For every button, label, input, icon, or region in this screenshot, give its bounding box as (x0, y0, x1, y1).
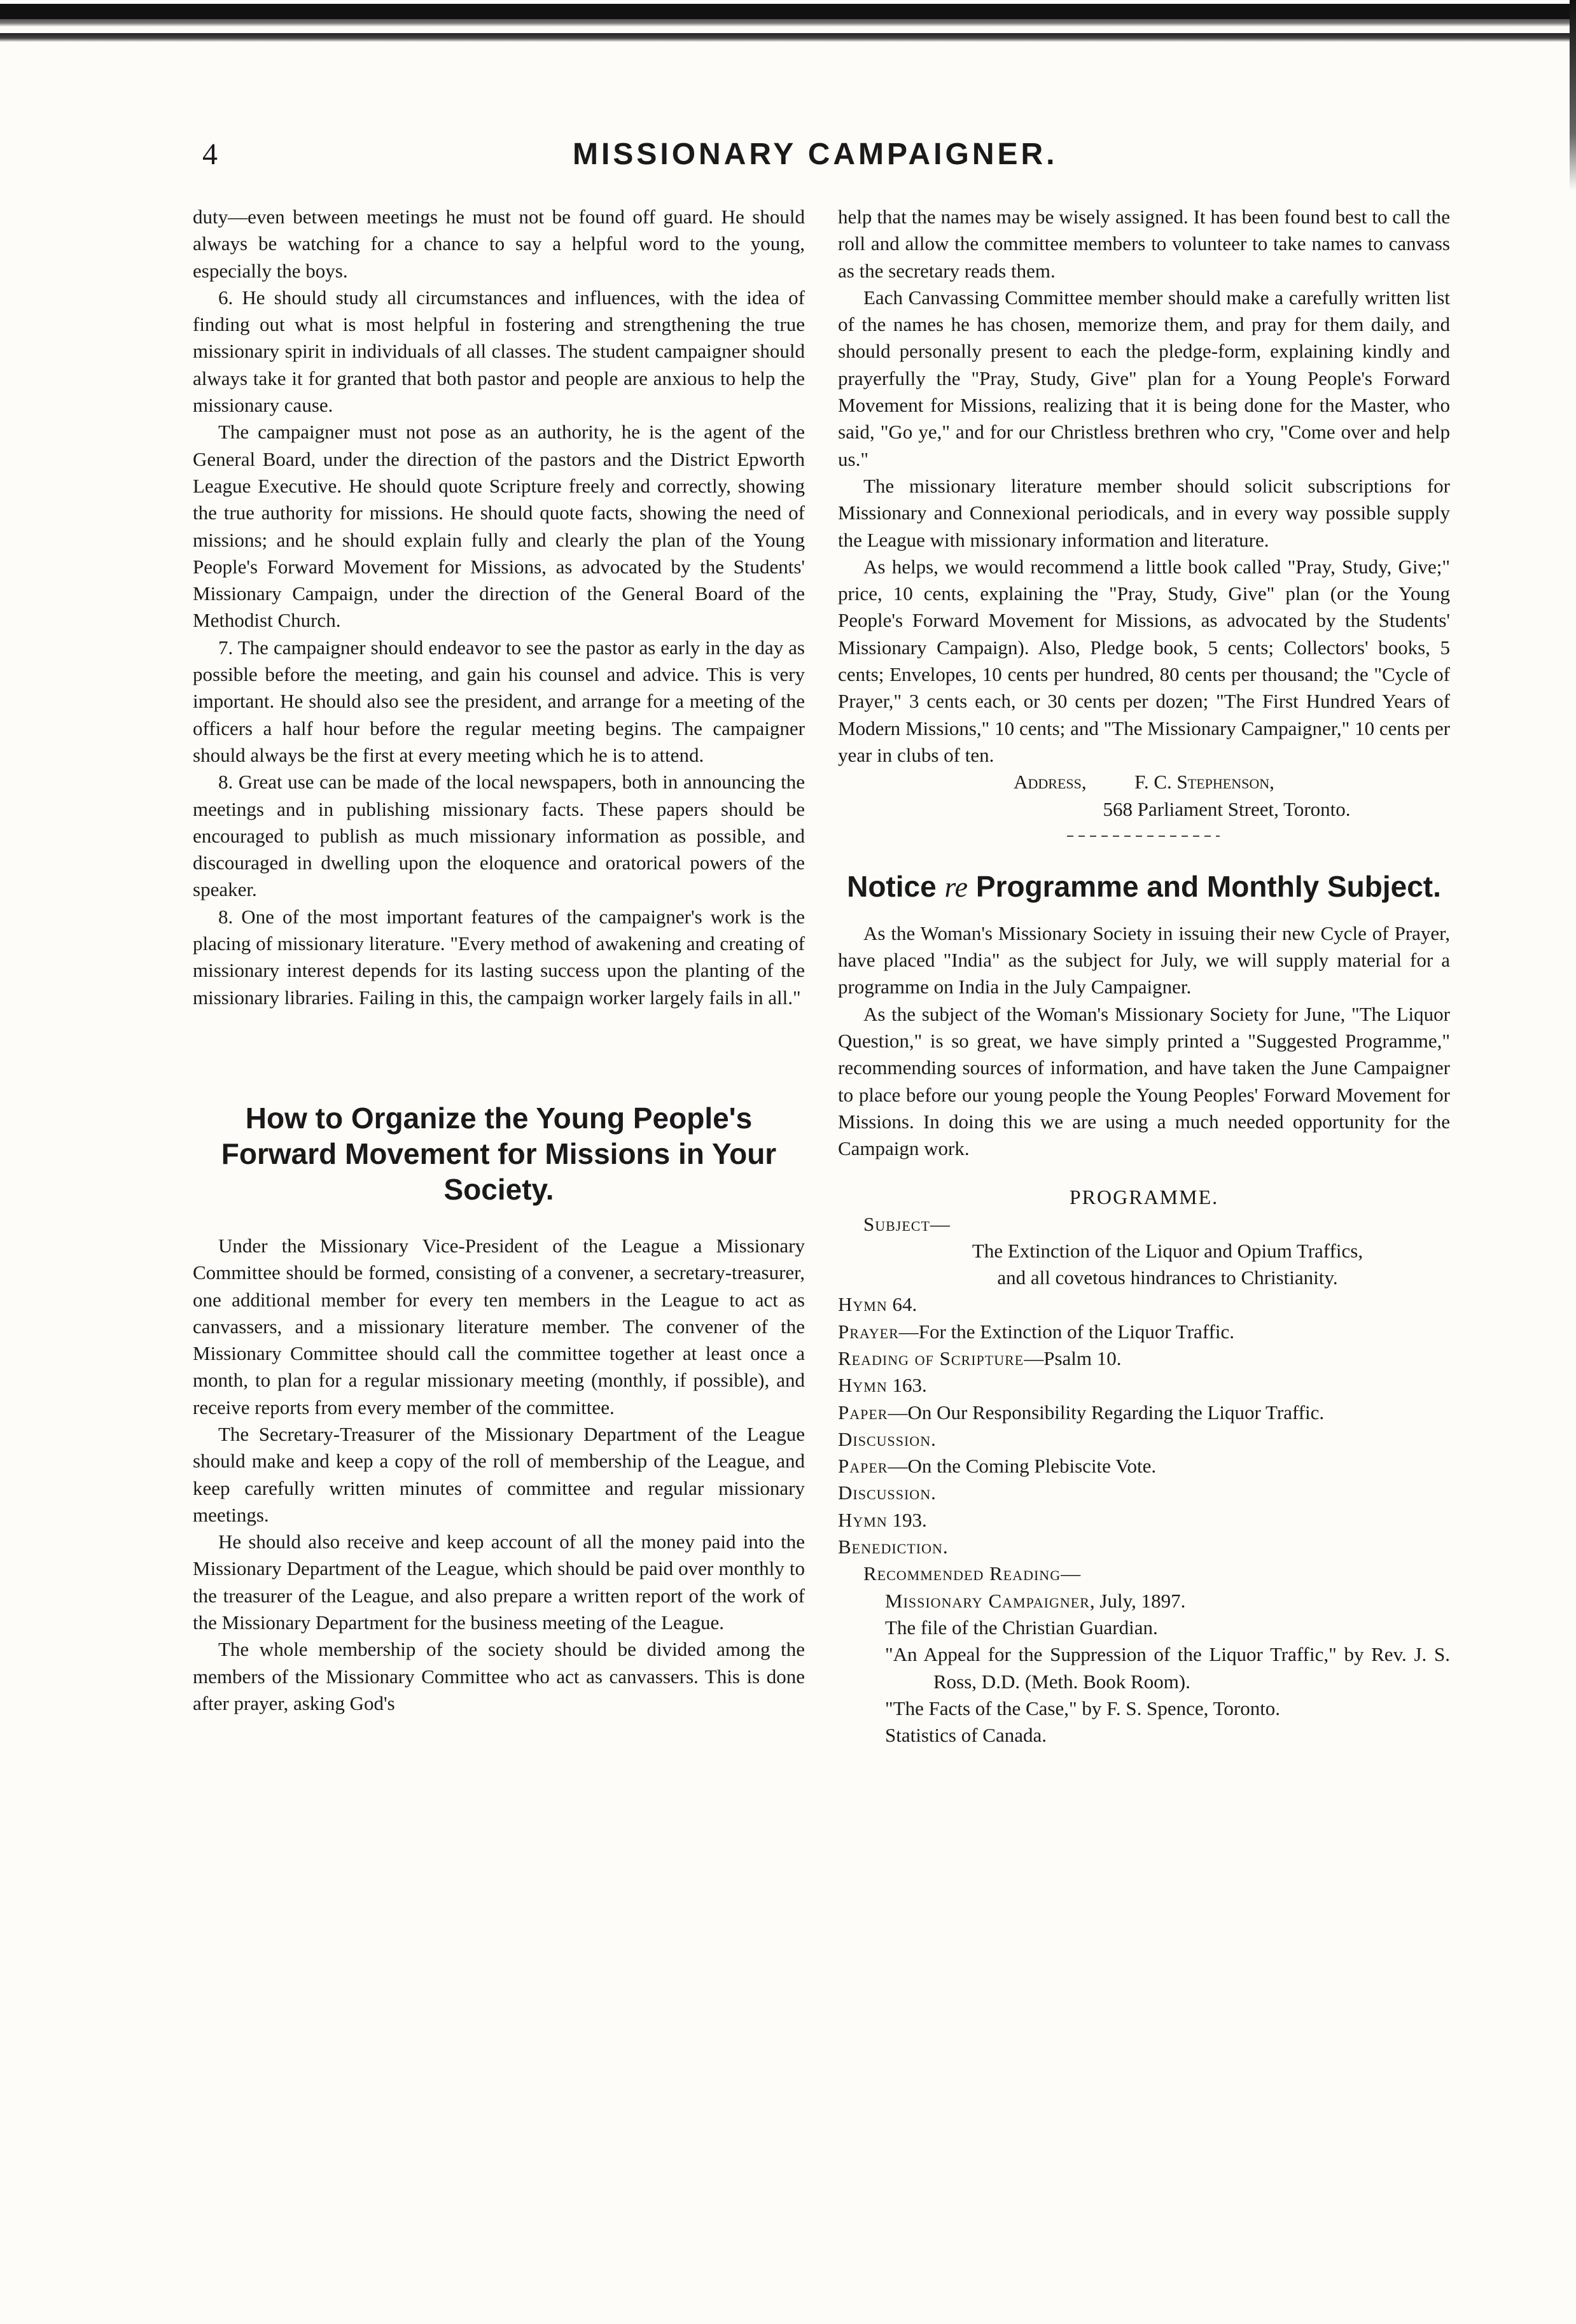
section-separator (838, 823, 1450, 850)
reading-item: "An Appeal for the Suppression of the Liquor Traffic," by Rev. J. S. Ross, D.D. (Meth. Book Room). (885, 1643, 1450, 1693)
left-column (193, 204, 805, 1717)
programme-title: PROGRAMME. (1069, 1185, 1219, 1208)
paragraph: As the Woman's Missionary Society in issuing their new Cycle of Prayer, have placed "India" as the subject for July, we will supply material for a programme on India in the July Campaigner. (838, 921, 1450, 998)
page-number: 4 (202, 137, 218, 171)
paragraph: duty—even between meetings he must not be found off guard. He should always be watching for a chance to say a helpful word to the young, especially the boys. (193, 206, 805, 282)
programme-subject-label: Subject— (863, 1212, 951, 1235)
address-line (838, 769, 1450, 795)
reading-item: The file of the Christian Guardian. (885, 1616, 1158, 1639)
paragraph: He should also receive and keep account of all the money paid into the Missionary Department of the League, which should be paid over monthly to the treasurer of the League, and also prepare a written report of the work of the Missionary Department for the business meeting of the League. (193, 1530, 805, 1634)
notice-heading (838, 869, 1450, 905)
scan-top-border (0, 0, 1576, 45)
address-name: F. C. Stephenson, (1134, 771, 1274, 794)
running-title: MISSIONARY CAMPAIGNER. (573, 137, 1058, 171)
programme-item: Paper—On the Coming Plebiscite Vote. (838, 1455, 1157, 1478)
reading-item: Missionary Campaigner, July, 1897. (885, 1589, 1186, 1612)
programme-item: Benediction. (838, 1536, 949, 1558)
notice-heading-rc: re (944, 870, 968, 903)
paragraph: As the subject of the Woman's Missionary Society for June, "The Liquor Question," is so great, we have simply printed a "Suggested Programme," recommending sources of information, and have taken the June Campaigner to place before our young people the Young Peoples' Forward Movement for Missions. In doing this we are using a much needed opportunity for the Campaign work. (838, 1002, 1450, 1160)
programme-subject-text: The Extinction of the Liquor and Opium Traffics, (972, 1239, 1363, 1262)
paragraph: As helps, we would recommend a little book called "Pray, Study, Give;" price, 10 cents, explaining the "Pray, Study, Give" plan (or the Young People's Forward Movement for Missions, as advocated by the Students' Missionary Campaign). Also, Pledge book, 5 cents; Collectors' books, 5 cents; Envelopes, 10 cents per hundred, 80 cents per thousand; the "Cycle of Prayer," 3 cents each, or 30 cents per dozen; "The First Hundred Years of Modern Missions," 10 cents; and "The Missionary Campaigner," 10 cents per year in clubs of ten. (838, 555, 1450, 766)
paragraph: 8. One of the most important features of the campaigner's work is the placing of missionary literature. "Every method of awakening and creating of missionary interest depends for its lasting success upon the planting of the missionary libraries. Failing in this, the campaign worker largely fails in all." (193, 905, 805, 1009)
programme-item: Hymn 64. (838, 1293, 917, 1316)
paragraph: The missionary literature member should solicit subscriptions for Missionary and Connexional periodicals, and in every way possible supply the League with missionary information and literature. (838, 474, 1450, 551)
programme-item: Prayer—For the Extinction of the Liquor Traffic. (838, 1320, 1235, 1343)
right-column (838, 204, 1450, 1749)
recommended-reading-label: Recommended Reading— (863, 1562, 1082, 1585)
reading-item: Statistics of Canada. (885, 1724, 1047, 1747)
paragraph: 7. The campaigner should endeavor to see the pastor as early in the day as possible before the meeting, and gain his counsel and advice. This is very important. He should also see the president, and arrange for a meeting of the officers a half hour before the regular meeting begins. The campaigner should always be the first at every meeting which he is to attend. (193, 636, 805, 766)
programme-item: Hymn 163. (838, 1374, 927, 1397)
paragraph: help that the names may be wisely assigned. It has been found best to call the roll and allow the committee members to volunteer to take names to canvass as the secretary reads them. (838, 206, 1450, 282)
reading-item: "The Facts of the Case," by F. S. Spence, Toronto. (885, 1697, 1281, 1719)
paragraph: Each Canvassing Committee member should make a carefully written list of the names he has chosen, memorize them, and pray for them daily, and should personally present to each the pledge-form, explaining kindly and prayerfully the "Pray, Study, Give" plan for a Young People's Forward Movement for Missions, realizing that it is being done for the Master, who said, "Go ye," and for our Christless brethren who cry, "Come over and help us." (838, 286, 1450, 470)
paragraph: 8. Great use can be made of the local newspapers, both in announcing the meetings and in publishing missionary facts. These papers should be encouraged to publish as much missionary information as possible, and discouraged in dwelling upon the eloquence and oratorical powers of the speaker. (193, 771, 805, 901)
notice-heading-pre: Notice (847, 869, 937, 903)
programme-item: Hymn 193. (838, 1508, 927, 1531)
programme-item: Discussion. (838, 1481, 937, 1504)
section-heading: How to Organize the Young People's Forward Movement for Missions in Your Society. (221, 1101, 777, 1206)
programme-subject-text: and all covetous hindrances to Christianity. (997, 1266, 1338, 1289)
address-label: Address, (1014, 771, 1087, 794)
paragraph: The campaigner must not pose as an authority, he is the agent of the General Board, under the direction of the pastors and the District Epworth League Executive. He should quote Scripture freely and correctly, showing the true authority for missions. He should quote facts, showing the need of missions; and he should explain fully and clearly the plan of the Young People's Forward Movement for Missions, as advocated by the Students' Missionary Campaign, under the direction of the General Board of the Methodist Church. (193, 421, 805, 632)
notice-heading-post: Programme and Monthly Subject. (975, 869, 1441, 903)
programme-item: Paper—On Our Responsibility Regarding the Liquor Traffic. (838, 1401, 1325, 1424)
programme-item: Reading of Scripture—Psalm 10. (838, 1347, 1122, 1369)
address-street: 568 Parliament Street, Toronto. (1103, 797, 1351, 820)
paragraph: The whole membership of the society should be divided among the members of the Missionary Committee who act as canvassers. This is done after prayer, asking God's (193, 1638, 805, 1714)
paragraph: Under the Missionary Vice-President of the League a Missionary Committee should be formed, consisting of a convener, a secretary-treasurer, one additional member for every ten members in the League to act as canvassers, and a missionary literature member. The convener of the Missionary Committee should call the committee together at least once a month, to plan for a regular missionary meeting (monthly, if possible), and receive reports from every member of the committee. (193, 1234, 805, 1418)
programme-item: Discussion. (838, 1427, 937, 1450)
paragraph: The Secretary-Treasurer of the Missionary Department of the League should make and keep a copy of the roll of membership of the League, and keep carefully written minutes of committee and regular missionary meetings. (193, 1422, 805, 1526)
paragraph: 6. He should study all circumstances and influences, with the idea of finding out what is most helpful in fostering and strengthening the true missionary spirit in individuals of all classes. The student campaigner should always take it for granted that both pastor and people are anxious to help the missionary cause. (193, 286, 805, 417)
page-header (0, 137, 1576, 181)
